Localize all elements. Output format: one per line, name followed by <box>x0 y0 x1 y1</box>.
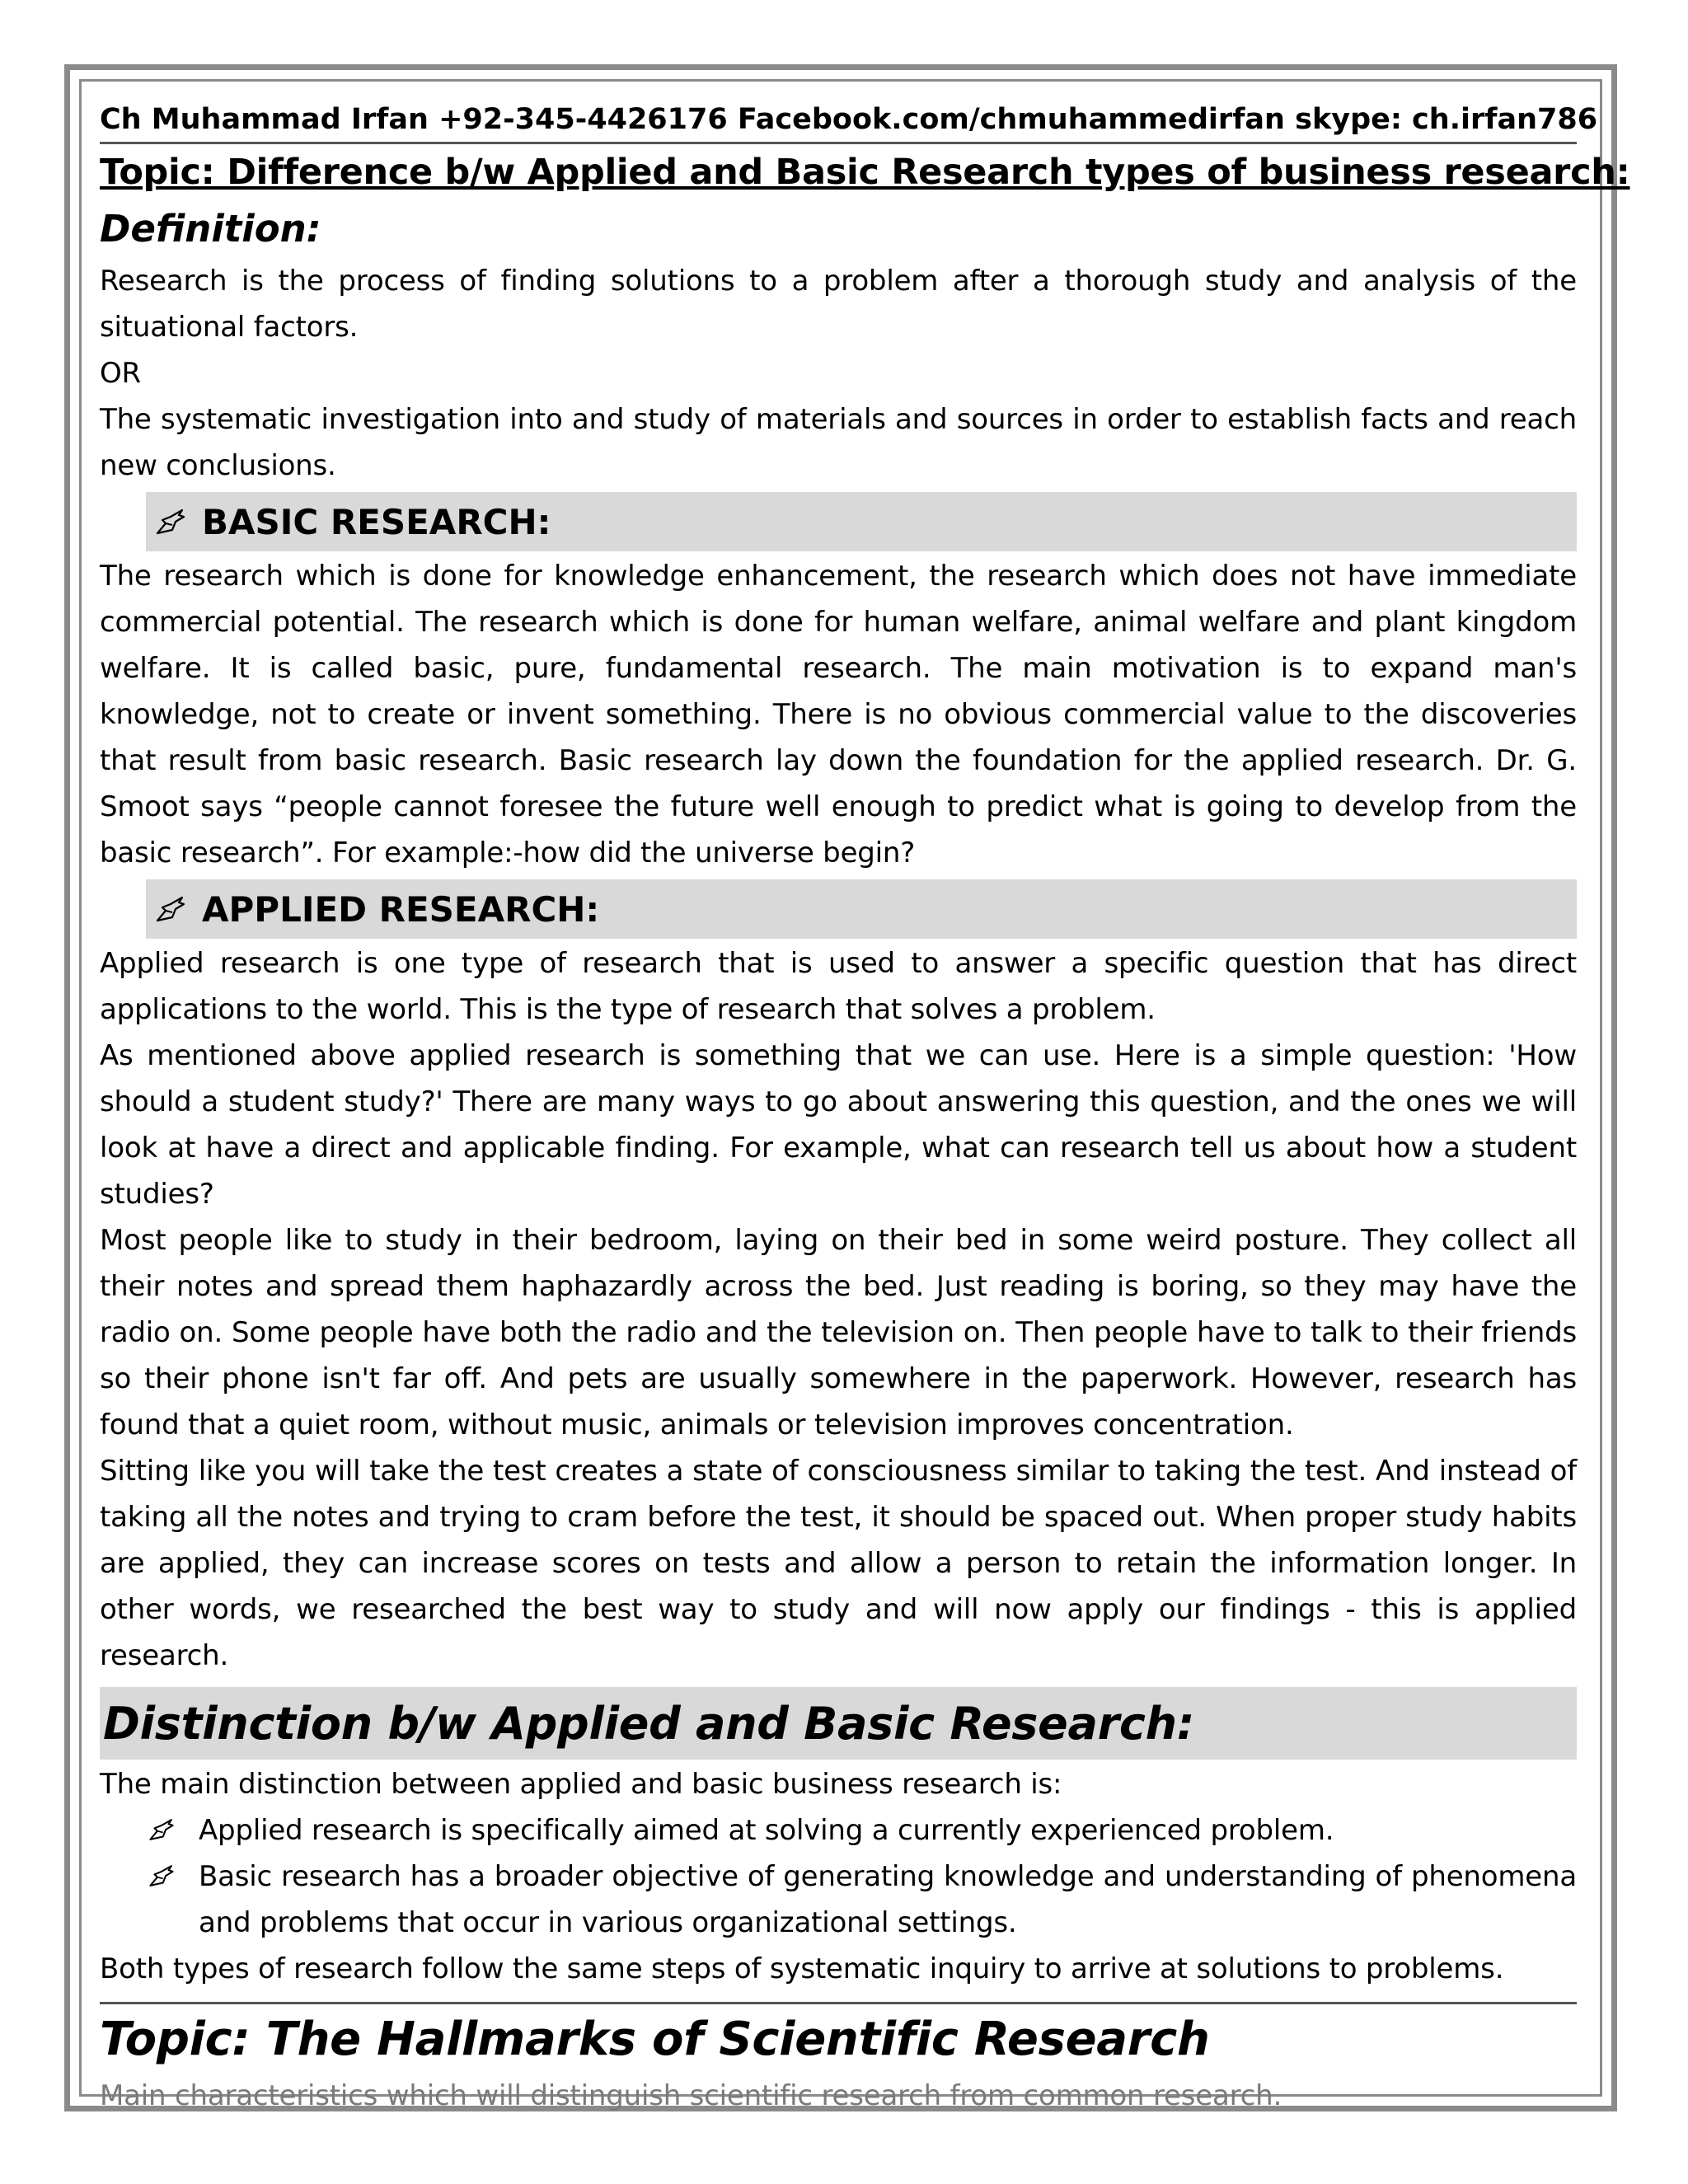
applied-research-heading <box>146 879 1577 939</box>
distinction-heading: Distinction b/w Applied and Basic Research: <box>100 1687 1577 1760</box>
hallmarks-subtitle: Main characteristics which will distinguish scientific research from common research. <box>100 2079 1282 2112</box>
definition-heading: Definition: <box>100 207 321 251</box>
hand-pointer-icon <box>154 893 187 926</box>
hand-pointer-icon <box>148 1862 176 1890</box>
applied-research-paragraph-1: Applied research is one type of research that is used to answer a specific question that has direct applications to the world. This is the type of research that solves a problem. <box>100 947 1577 1026</box>
definition-paragraph-1: Research is the process of finding solutions to a problem after a thorough study and analysis of the situational factors. <box>100 265 1577 344</box>
distinction-closing: Both types of research follow the same steps of systematic inquiry to arrive at solutions to problems. <box>100 1952 1504 1985</box>
hand-pointer-icon <box>154 505 187 538</box>
applied-research-paragraph-2: As mentioned above applied research is something that we can use. Here is a simple question: 'How should a student study?' There are many ways to go about answering this question, and the ones we will look at have a direct and applicable finding. For example, what can research tell us about how a student studies? <box>100 1039 1577 1211</box>
basic-research-paragraph: The research which is done for knowledge enhancement, the research which does not have immediate commercial potential. The research which is done for human welfare, animal welfare and plant kingdom welfare. It is called basic, pure, fundamental research. The main motivation is to expand man's knowledge, not to create or invent something. There is no obvious commercial value to the discoveries that result from basic research. Basic research lay down the foundation for the applied research. Dr. G. Smoot says “people cannot foresee the future well enough to predict what is going to develop from the basic research”. For example:-how did the universe begin? <box>100 560 1577 869</box>
list-item <box>148 1807 1577 1854</box>
applied-research-heading-text: APPLIED RESEARCH: <box>202 888 600 930</box>
distinction-intro: The main distinction between applied and basic business research is: <box>100 1768 1062 1801</box>
document-content <box>100 97 1630 2116</box>
contact-header: Ch Muhammad Irfan +92-345-4426176 Facebook.com/chmuhammedirfan skype: ch.irfan786 <box>100 97 1577 144</box>
or-separator: OR <box>100 357 141 390</box>
distinction-bullet-list <box>100 1807 1577 1946</box>
list-item-text: Applied research is specifically aimed at solving a currently experienced problem. <box>199 1814 1334 1847</box>
definition-paragraph-2: The systematic investigation into and study of materials and sources in order to establish facts and reach new conclusions. <box>100 403 1577 482</box>
basic-research-heading-text: BASIC RESEARCH: <box>202 501 551 542</box>
topic-title: Topic: Difference b/w Applied and Basic Research types of business research: <box>100 152 1630 193</box>
hallmarks-topic-title: Topic: The Hallmarks of Scientific Research <box>100 2013 1210 2066</box>
applied-research-paragraph-3: Most people like to study in their bedroom, laying on their bed in some weird posture. They collect all their notes and spread them haphazardly across the bed. Just reading is boring, so they may have the radio on. Some people have both the radio and the television on. Then people have to talk to their friends so their phone isn't far off. And pets are usually somewhere in the paperwork. However, research has found that a quiet room, without music, animals or television improves concentration. <box>100 1224 1577 1441</box>
applied-research-paragraph-4: Sitting like you will take the test creates a state of consciousness similar to taking the test. And instead of taking all the notes and trying to cram before the test, it should be spaced out. When proper study habits are applied, they can increase scores on tests and allow a person to retain the information longer. In other words, we researched the best way to study and will now apply our findings - this is applied research. <box>100 1455 1577 1672</box>
hand-pointer-icon <box>148 1816 176 1844</box>
basic-research-heading <box>146 492 1577 551</box>
list-item-text: Basic research has a broader objective of generating knowledge and understanding of phenomena and problems that occur in various organizational settings. <box>199 1860 1577 1939</box>
list-item <box>148 1854 1577 1946</box>
